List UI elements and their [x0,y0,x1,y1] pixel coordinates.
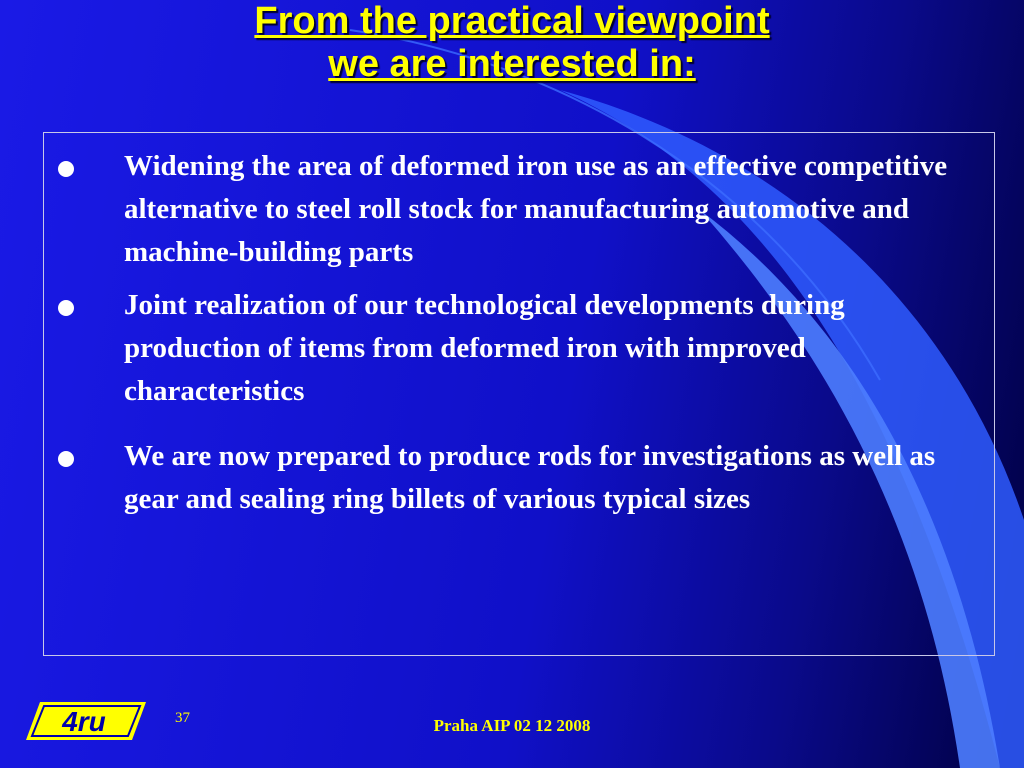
bullet-list [44,145,984,531]
bullet-dot-icon [58,451,74,467]
bullet-text: Joint realization of our technological developments during production of items from deformed iron with improved characteristics [124,289,845,407]
bullet-text: Widening the area of deformed iron use as an effective competitive alternative to steel roll stock for manufacturing automotive and machine-building parts [124,150,948,268]
bullet-item [44,284,984,413]
bullet-dot-icon [58,161,74,177]
logo-text: 4ru [62,706,106,737]
bullet-item [44,145,984,274]
bullet-item [44,435,984,521]
title-line-1: From the practical viewpoint [254,0,770,42]
bullet-text: We are now prepared to produce rods for investigations as well as gear and sealing ring billets of various typical sizes [124,440,936,515]
title-line-2: we are interested in: [328,43,696,85]
slide-title [0,0,1024,86]
bullet-dot-icon [58,300,74,316]
content-box [43,132,995,656]
page-number: 37 [175,710,190,726]
footer-text: Praha AIP 02 12 2008 [433,716,591,735]
